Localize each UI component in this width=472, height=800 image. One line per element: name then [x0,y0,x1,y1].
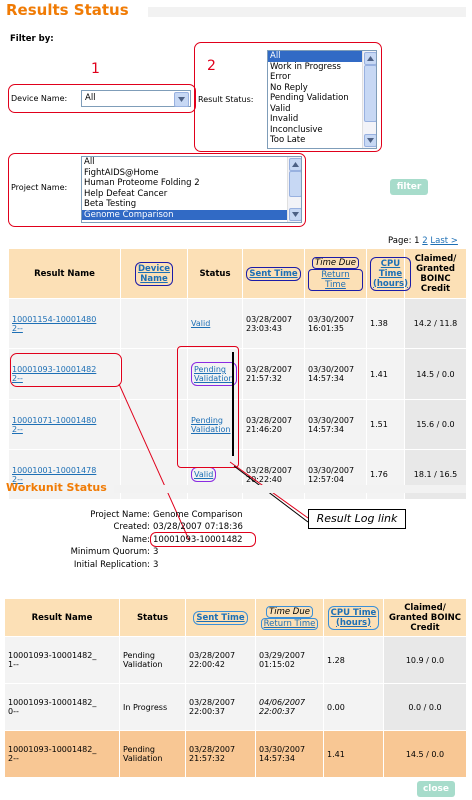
credit-cell: 10.9 / 0.0 [384,637,467,684]
cpu-cell: 1.41 [324,731,384,778]
col-cpu-time[interactable] [324,599,384,637]
credit-line3: Credit [410,622,440,633]
return-date: 03/30/2007 [259,745,306,754]
project-option[interactable]: FightAIDS@Home [84,167,159,178]
device-filter-label: Device Name: [11,94,68,103]
field-key: Minimum Quorum: [70,547,150,557]
credit-cell: 15.6 / 0.0 [405,400,467,450]
workunit-results-table [4,598,467,778]
workunit-name-highlight [150,532,256,547]
return-time: 16:01:35 [308,323,344,333]
status-link[interactable]: Pending [194,365,226,374]
credit-line3: BOINC [420,273,451,284]
annotation-1: 1 [91,61,100,77]
result-name-cell [5,731,120,778]
sent-cell [186,684,256,731]
result-status-option[interactable]: Valid [270,103,291,114]
field-value: Genome Comparison [153,510,243,520]
sent-date: 03/28/2007 [189,698,236,707]
sent-time: 22:00:37 [189,707,225,716]
status-link-line2[interactable]: Validation [191,424,231,434]
sent-time: 22:00:42 [189,660,225,669]
credit-line2: Granted [416,263,455,274]
credit-cell: 14.5 / 0.0 [405,349,467,400]
sent-time: 20:22:40 [246,474,282,484]
cpu-line3: (hours) [373,278,408,289]
cpu-line2: Time [378,268,403,279]
credit-cell: 14.5 / 0.0 [384,731,467,778]
return-date: 03/30/2007 [308,365,355,374]
time-due-link[interactable]: Time Due [312,257,359,269]
result-status-option[interactable]: All [268,51,376,62]
result-status-option[interactable]: Invalid [270,114,299,124]
device-name-line2: Name [140,273,168,284]
status-cell [120,637,186,684]
status-link[interactable]: Valid [191,319,211,328]
status-text: In Progress [123,702,168,712]
field-value: 03/28/2007 07:18:36 [153,522,243,532]
return-date: 04/06/2007 [259,698,306,707]
annotation-2: 2 [207,58,216,74]
project-option[interactable]: Human Proteome Folding 2 [84,178,200,188]
result-link-suffix[interactable]: 2-- [12,424,23,434]
result-name: 10001093-10001482_ [8,745,97,754]
col-status: Status [188,249,243,299]
return-date: 03/30/2007 [308,465,355,475]
field-value: 3 [153,547,159,557]
sent-date: 03/28/2007 [246,365,293,374]
result-name: 10001093-10001482_ [8,698,97,707]
credit-cell: 18.1 / 16.5 [405,450,467,500]
result-name-cell [5,684,120,731]
field-key: Name: [122,535,150,545]
cpu-cell: 1.41 [367,349,405,400]
sent-time: 21:57:32 [189,754,225,763]
field-value: 3 [153,560,159,570]
result-link[interactable]: 10001001-10001478 [12,465,97,475]
return-date: 03/29/2007 [259,651,306,660]
sent-time-sort-link[interactable]: Sent Time [193,611,247,625]
sent-date: 03/28/2007 [189,745,236,754]
return-time-link[interactable]: Return Time [261,618,319,630]
status-cell [120,684,186,731]
return-date: 03/30/2007 [308,415,355,425]
sent-time: 23:03:43 [246,323,282,333]
result-log-callout: Result Log link [308,509,406,529]
field-key: Created: [113,522,150,532]
device-name-line1: Device [137,263,171,274]
result-name-cell [5,637,120,684]
filter-button[interactable]: filter [390,179,428,195]
credit-line1: Claimed/ [414,253,457,264]
pager-current: Page: 1 [388,236,420,246]
return-date: 03/30/2007 [308,314,355,324]
credit-cell: 0.0 / 0.0 [384,684,467,731]
result-name-suffix: 2-- [8,754,19,763]
result-status-option[interactable]: Pending Validation [270,93,349,103]
sent-date: 03/28/2007 [246,314,293,324]
sent-date: 03/28/2007 [246,415,293,425]
cpu-cell: 1.76 [367,450,405,500]
table-row [5,684,467,731]
result-name: 10001093-10001482_ [8,651,97,660]
sent-time: 21:57:32 [246,374,282,383]
sent-cell [186,731,256,778]
cpu-cell: 1.28 [324,637,384,684]
sent-time: 21:46:20 [246,424,282,434]
table-row-highlighted [5,731,467,778]
result-link[interactable]: 10001093-10001482 [12,365,97,374]
project-option[interactable]: Genome Comparison [82,210,301,221]
status-link-line2[interactable]: Validation [194,374,234,383]
return-time: 14:57:34 [308,374,344,383]
result-status-option[interactable]: Too Late [270,135,306,145]
sent-date: 03/28/2007 [189,651,236,660]
col-credit [384,599,467,637]
return-cell [256,731,324,778]
page-title: Results Status [6,1,129,19]
result-link-suffix[interactable]: 2-- [12,474,23,484]
table-row [5,637,467,684]
status-text-line2: Validation [123,660,163,669]
status-text: Pending [123,651,155,660]
credit-line4: Credit [420,283,451,294]
sent-cell [186,637,256,684]
return-time: 12:57:04 [308,474,344,484]
result-link-suffix[interactable]: 2-- [12,374,23,383]
result-link[interactable]: 10001154-10001480 [12,314,97,324]
result-status-option[interactable]: Inconclusive [270,124,323,135]
return-cell [256,637,324,684]
field-key: Initial Replication: [73,560,150,570]
result-status-option[interactable]: Error [270,72,291,82]
result-status-option[interactable]: No Reply [270,82,308,93]
cpu-cell: 1.51 [367,400,405,450]
result-name-suffix: 1-- [8,660,19,669]
field-value: 10001093-10001482 [153,535,243,545]
workunit-divider [114,485,466,493]
credit-line2: Granted BOINC [388,612,462,623]
field-key: Project Name: [90,510,150,520]
col-status: Status [120,599,186,637]
filter-by-label: Filter by: [10,34,54,44]
cpu-cell: 0.00 [324,684,384,731]
status-text-line2: Validation [123,754,163,763]
status-text: Pending [123,745,155,754]
cpu-line2: (hours) [336,617,371,628]
credit-cell: 14.2 / 11.8 [405,299,467,349]
sent-date: 03/28/2007 [246,465,293,475]
col-result-name: Result Name [5,599,120,637]
sent-time-sort-link[interactable]: Sent Time [246,267,300,281]
return-time: 01:15:02 [259,660,295,669]
workunit-header-row [5,599,467,637]
credit-line1: Claimed/ [404,602,446,613]
cpu-line1: CPU [380,258,401,269]
cpu-cell: 1.38 [367,299,405,349]
return-cell [256,684,324,731]
status-cell [120,731,186,778]
result-link[interactable]: 10001071-10001480 [12,415,97,425]
result-status-label: Result Status: [198,95,254,104]
return-time-link[interactable]: Return Time [308,269,363,291]
close-button[interactable]: close [417,781,455,797]
result-name-suffix: 0-- [8,707,19,716]
col-result-name: Result Name [9,249,121,299]
status-link[interactable]: Valid [194,470,214,479]
return-time: 14:57:34 [259,754,295,763]
col-time-due-return[interactable] [256,599,324,637]
project-option[interactable]: Help Defeat Cancer [84,188,168,199]
return-time: 22:00:37 [259,707,295,716]
pager-page-2-link[interactable]: 2 [422,236,428,246]
time-due-link[interactable]: Time Due [266,606,313,618]
result-status-option[interactable]: Work in Progress [270,61,341,72]
status-link[interactable]: Pending [191,415,223,425]
project-option[interactable]: All [84,157,95,167]
device-name-value: All [85,93,96,103]
cpu-line1: CPU Time [330,607,377,618]
workunit-title: Workunit Status [6,481,107,494]
col-sent-time[interactable] [186,599,256,637]
pager-last-link[interactable]: Last > [430,236,458,246]
project-name-label: Project Name: [11,183,68,192]
project-option[interactable]: Beta Testing [84,199,137,209]
return-time: 14:57:34 [308,424,344,434]
result-link-suffix[interactable]: 2-- [12,323,23,333]
